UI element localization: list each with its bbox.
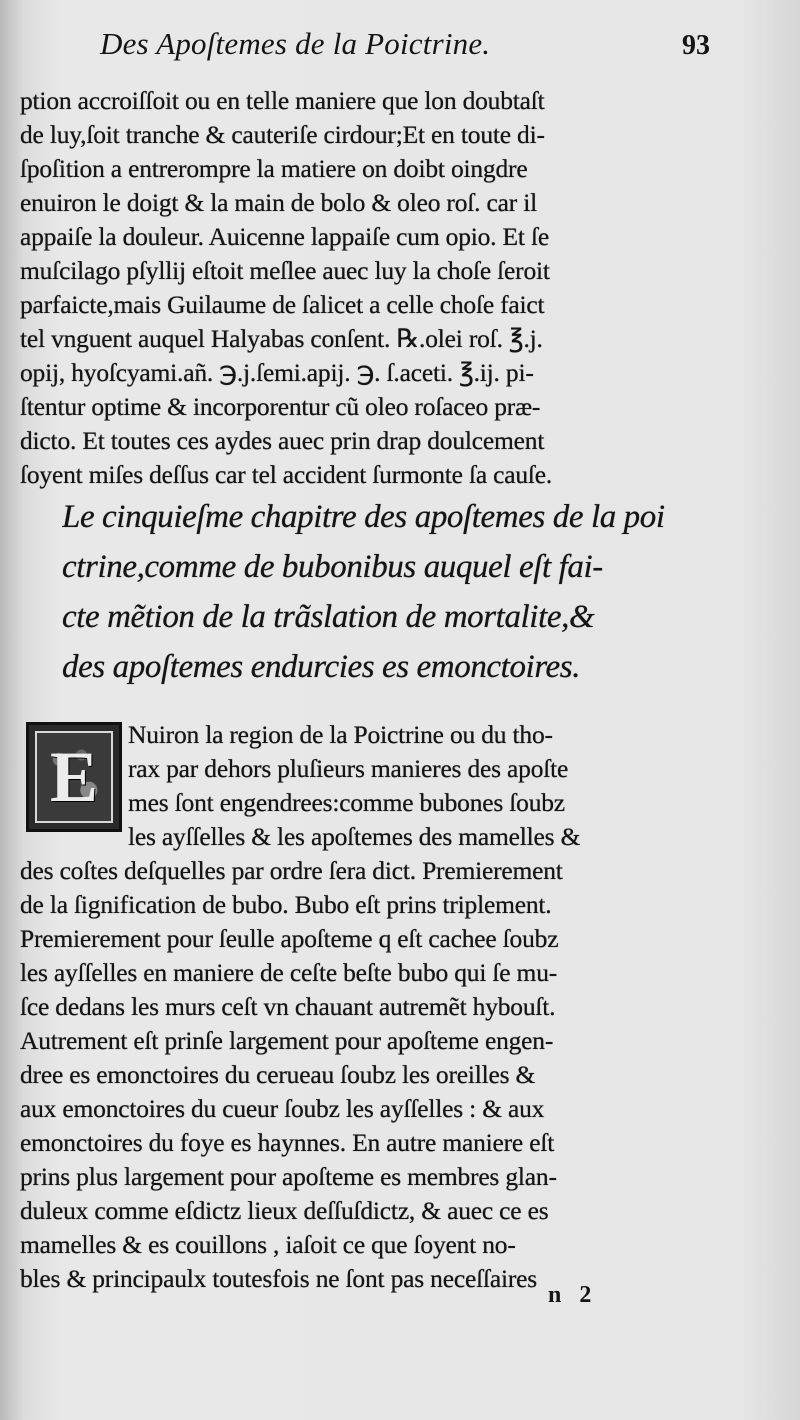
text-line: de luy,ſoit tranche & cauteriſe cirdour;Et en toute di- xyxy=(20,120,545,149)
chapter-heading-line: cte mẽtion de la trãslation de mortalite,& xyxy=(62,599,595,635)
text-line: rax par dehors pluſieurs manieres des apoſte xyxy=(128,754,569,783)
text-line: opij, hyoſcyami.añ. ℈.j.ſemi.apij. ℈. ſ.aceti. ℥.ij. pi- xyxy=(20,358,534,387)
text-line: Premierement pour ſeulle apoſteme q eſt cachee ſoubz xyxy=(20,924,559,953)
text-line: bles & principaulx toutesfois ne ſont pas neceſſaires xyxy=(20,1264,537,1293)
running-head xyxy=(100,20,710,70)
chapter-heading-line: des apoſtemes endurcies es emonctoires. xyxy=(62,649,581,685)
text-line: duleux comme eſdictz lieux deſſuſdictz, & auec ce es xyxy=(20,1196,549,1225)
text-line: les ayſſelles & les apoſtemes des mamelles & xyxy=(128,822,581,851)
running-title: Des Apoſtemes de la Poictrine. xyxy=(100,26,491,61)
text-line: Autrement eſt prinſe largement pour apoſteme engen- xyxy=(20,1026,554,1055)
text-line: de la ſignification de bubo. Bubo eſt prins triplement. xyxy=(20,890,552,919)
text-line: appaiſe la douleur. Auicenne lappaiſe cum opio. Et ſe xyxy=(20,222,549,251)
text-line: aux emonctoires du cueur ſoubz les ayſſelles : & aux xyxy=(20,1094,545,1123)
text-line: parfaicte,mais Guilaume de ſalicet a celle choſe faict xyxy=(20,290,545,319)
text-line: enuiron le doigt & la main de bolo & oleo roſ. car il xyxy=(20,188,537,217)
body-text-main xyxy=(20,718,710,1296)
text-line: mes ſont engendrees:comme bubones ſoubz xyxy=(128,788,565,817)
text-line: tel vnguent auquel Halyabas conſent. ℞.olei roſ. ℥.j. xyxy=(20,324,543,353)
chapter-heading-line: ctrine,comme de bubonibus auquel eſt fai- xyxy=(62,549,603,585)
initial-letter: E xyxy=(49,736,99,817)
body-text-top xyxy=(20,84,710,492)
page-number: 93 xyxy=(682,30,710,61)
text-line: dree es emonctoires du cerueau ſoubz les oreilles & xyxy=(20,1060,536,1089)
chapter-heading xyxy=(62,492,722,692)
text-line: ſpoſition a entrerompre la matiere on doibt oingdre xyxy=(20,154,528,183)
text-line: muſcilago pſyllij eſtoit meſlee auec luy la choſe ſeroit xyxy=(20,256,550,285)
text-line: ption accroiſſoit ou en telle maniere que lon doubtaſt xyxy=(20,86,545,115)
text-line: ſtentur optime & incorporentur cũ oleo roſaceo præ- xyxy=(20,392,541,421)
text-line: prins plus largement pour apoſteme es membres glan- xyxy=(20,1162,557,1191)
text-line: ſoyent miſes deſſus car tel accident ſurmonte ſa cauſe. xyxy=(20,460,553,489)
chapter-heading-line: Le cinquieſme chapitre des apoſtemes de la poi xyxy=(62,499,665,535)
signature-mark: n 2 xyxy=(548,1282,598,1308)
text-line: mamelles & es couillons , iaſoit ce que ſoyent no- xyxy=(20,1230,516,1259)
text-line: les ayſſelles en maniere de ceſte beſte bubo qui ſe mu- xyxy=(20,958,558,987)
text-line: Nuiron la region de la Poictrine ou du tho- xyxy=(128,720,553,749)
text-line: dicto. Et toutes ces aydes auec prin drap doulcement xyxy=(20,426,545,455)
text-line: ſce dedans les murs ceſt vn chauant autremẽt hybouſt. xyxy=(20,992,556,1021)
text-line: des coſtes deſquelles par ordre ſera dict. Premierement xyxy=(20,856,563,885)
text-line: emonctoires du foye es haynnes. En autre maniere eſt xyxy=(20,1128,555,1157)
